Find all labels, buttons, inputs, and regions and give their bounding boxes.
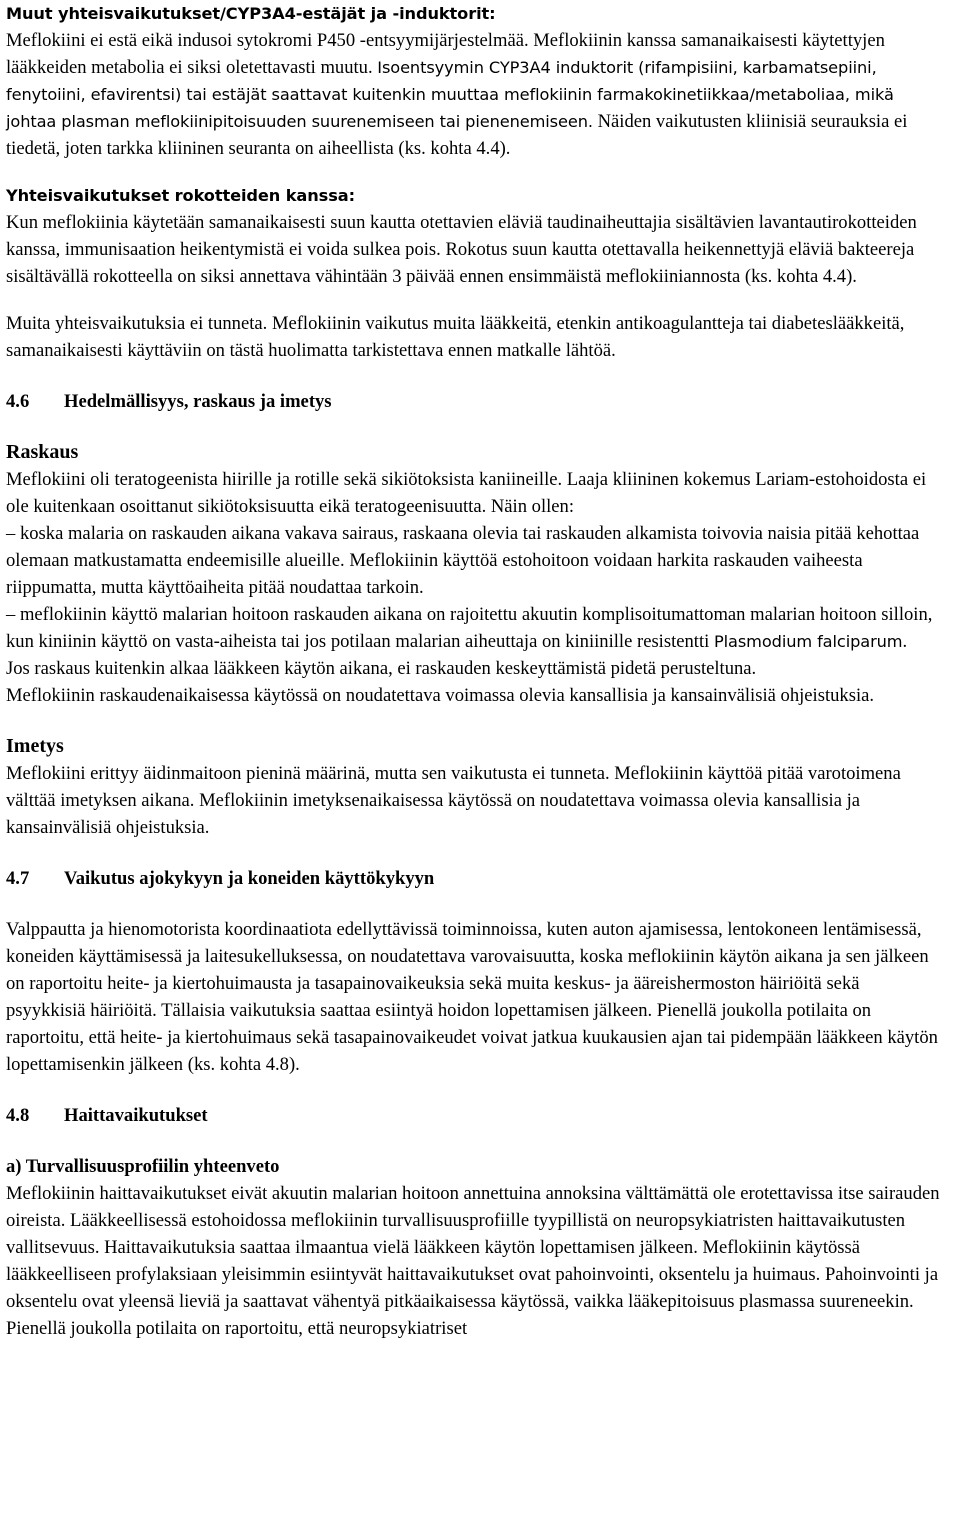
cyp-serif-text: Meflokiini ei estä eikä indusoi sytokromi P450 -entsyymijärjestelmää. Meflokiinin kanssa samanaikaisesti käytettyjen lääkkeiden metabolia ei siksi oletettavasti muutu. [6, 30, 885, 78]
section-title-text: Haittavaikutukset [64, 1105, 208, 1126]
driving-paragraph: Valppautta ja hienomotorista koordinaatiota edellyttävissä toiminnoissa, kuten auton ajamisessa, lentokoneen lentämisessä, koneiden käyttämisessä ja laitesukelluksessa, on noudatettava varovaisuutta, koska meflokiinin käytön aikana ja sen jälkeen on raportoitu heite- ja kiertohuimausta ja tasapainovaikeuksia sekä muita keskus- ja ääreishermoston häiriöitä sekä psyykkisiä häiriöitä. Tällaisia vaikutuksia saattaa esiintyä hoidon lopettamisen jälkeen. Pienellä joukolla potilaita on raportoitu, että heite- ja kiertohuimaus sekä tasapainovaikeudet voivat jatkua kuukausien ajan tai pidempään lääkkeen käytön lopettamisenkin jälkeen (ks. kohta 4.8). [6, 919, 938, 1075]
cyp-paragraph [6, 27, 942, 162]
pregnancy-paragraph-3: Meflokiinin raskaudenaikaisessa käytössä on noudatettava voimassa olevia kansallisia ja kansainvälisiä ohjeistuksia. [6, 685, 875, 706]
species-name: Plasmodium falciparum [713, 632, 903, 651]
section-4-7-title [6, 865, 942, 892]
bullet-2-end: . [902, 631, 908, 652]
vaccines-paragraph: Kun meflokiinia käytetään samanaikaisesti suun kautta otettavien eläviä taudinaiheuttajia sisältävien lavantautirokotteiden kanssa, immunisaation heikentymistä ei voida sulkea pois. Rokotus suun kautta otettavalla heikennettyjä eläviä bakteereja sisältävällä rokotteella on siksi annettava vähintään 3 päivää ennen ensimmäistä meflokiiniannosta (ks. kohta 4.4). [6, 212, 917, 287]
pregnancy-bullet-2 [6, 601, 942, 655]
lactation-paragraph: Meflokiini erittyy äidinmaitoon pieninä määrinä, mutta sen vaikutusta ei tunneta. Meflokiinin käyttöä pitää varotoimena välttää imetyksen aikana. Meflokiinin imetyksenaikaisessa käytössä on noudatettava voimassa olevia kansallisia ja kansainvälisiä ohjeistuksia. [6, 763, 901, 838]
vaccines-heading: Yhteisvaikutukset rokotteiden kanssa: [6, 186, 355, 205]
section-title-text: Vaikutus ajokykyyn ja koneiden käyttökykyyn [64, 868, 435, 889]
cyp-sans-text: Isoentsyymin CYP3A4 induktorit (rifampisiini, karbamatsepiini, fenytoiini, efavirentsi) tai estäjät saattavat kuitenkin muuttaa meflokiinin farmakokinetiikkaa/metaboliaa, mikä johtaa plasman meflokiinipitoisuuden suurenemiseen tai pienenemiseen. [6, 58, 894, 131]
section-4-8-title [6, 1102, 942, 1129]
other-interactions-paragraph [6, 310, 942, 364]
pregnancy-bullet-1: – koska malaria on raskauden aikana vakava sairaus, raskaana olevia tai raskauden alkamista toivovia naisia pitää kehottaa olemaan matkustamatta endeemisille alueille. Meflokiinin käyttöä estohoitoon voidaan harkita raskauden vaiheesta riippumatta, mutta käyttöaiheita pitää noudattaa tarkoin. [6, 523, 920, 598]
section-title-text: Hedelmällisyys, raskaus ja imetys [64, 391, 332, 412]
cyp-heading: Muut yhteisvaikutukset/CYP3A4-estäjät ja -induktorit: [6, 4, 496, 23]
safety-profile-heading: a) Turvallisuusprofiilin yhteenveto [6, 1156, 280, 1177]
pregnancy-paragraph-2: Jos raskaus kuitenkin alkaa lääkkeen käytön aikana, ei raskauden keskeyttämistä pidetä perusteltuna. [6, 658, 757, 679]
bullet-2-text: – meflokiinin käyttö malarian hoitoon raskauden aikana on rajoitettu akuutin komplisoitumattoman malarian hoitoon silloin, kun kiniinin käyttö on vasta-aiheista tai jos potilaan malarian aiheuttaja on kiniinille resistentti [6, 604, 933, 652]
other-text: Meflokiinin vaikutus muita lääkkeitä, etenkin antikoagulantteja tai diabeteslääkkeitä, samanaikaisesti käyttäviin on tästä huolimatta tarkistettava ennen matkalle lähtöä. [6, 313, 905, 361]
section-number: 4.8 [6, 1105, 30, 1126]
pregnancy-paragraph-1: Meflokiini oli teratogeenista hiirille ja rotille sekä sikiötoksista kaniineille. Laaja kliininen kokemus Lariam-estohoidosta ei ole kuitenkaan osoittanut sikiötoksisuutta eikä teratogeenisuutta. Näin ollen: [6, 469, 927, 517]
section-number: 4.6 [6, 391, 30, 412]
cyp-serif-tail: Näiden vaikutusten kliinisiä seurauksia ei tiedetä, joten tarkka kliininen seuranta on aiheellista (ks. kohta 4.4). [6, 111, 908, 159]
other-lead: Muita yhteisvaikutuksia ei tunneta. [6, 313, 268, 334]
lactation-heading: Imetys [6, 735, 64, 757]
section-number: 4.7 [6, 868, 30, 889]
section-4-6-title [6, 388, 942, 415]
pregnancy-heading: Raskaus [6, 441, 79, 463]
safety-profile-paragraph: Meflokiinin haittavaikutukset eivät akuutin malarian hoitoon annettuina annoksina välttämättä ole erotettavissa itse sairauden oireista. Lääkkeellisessä estohoidossa meflokiinin turvallisuusprofiille tyypillistä on neuropsykiatristen haittavaikutusten vallitsevuus. Haittavaikutuksia saattaa ilmaantua vielä lääkkeen käytön lopettamisen jälkeen. Meflokiinin käytössä lääkkeelliseen profylaksiaan yleisimmin esiintyvät haittavaikutukset ovat pahoinvointi, oksentelu ja huimaus. Pahoinvointi ja oksentelu ovat yleensä lieviä ja saattavat vähentyä pitkäaikaisessa käytössä, vaikka lääkepitoisuus plasmassa suureneekin. Pienellä joukolla potilaita on raportoitu, että neuropsykiatriset [6, 1183, 940, 1339]
